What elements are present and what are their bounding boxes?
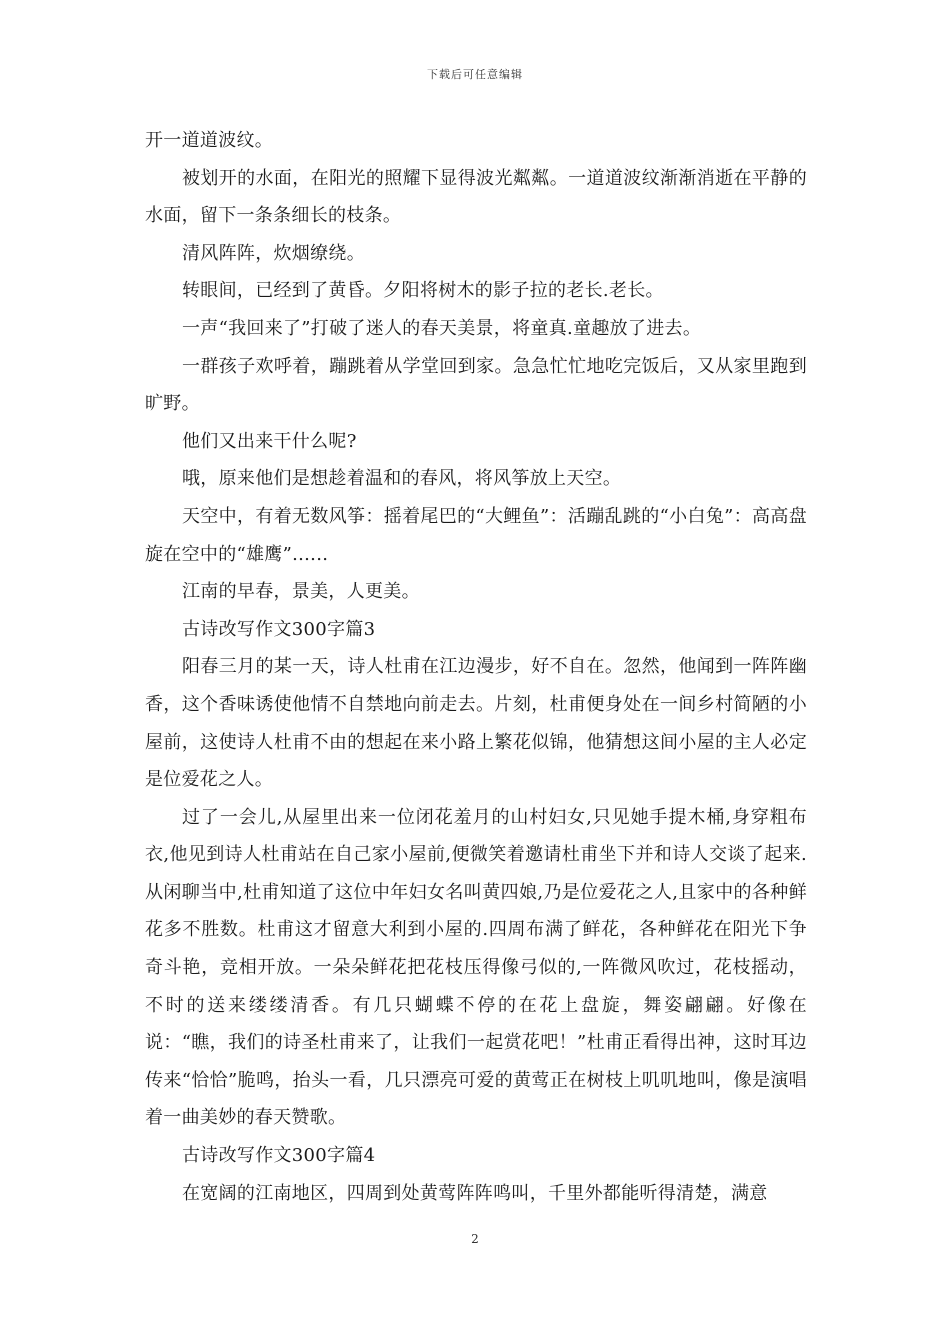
document-body <box>145 122 807 1212</box>
paragraph: 清风阵阵，炊烟缭绕。 <box>182 242 365 264</box>
paragraph: 天空中，有着无数风筝：摇着尾巴的“大鲤鱼”：活蹦乱跳的“小白兔”：高高盘旋在空中的“雄鹰”...... <box>145 505 807 565</box>
paragraph: 一群孩子欢呼着，蹦跳着从学堂回到家。急急忙忙地吃完饭后，又从家里跑到旷野。 <box>145 355 807 415</box>
paragraph: 阳春三月的某一天，诗人杜甫在江边漫步，好不自在。忽然，他闻到一阵阵幽香，这个香味诱使他情不自禁地向前走去。片刻，杜甫便身处在一间乡村简陋的小屋前，这使诗人杜甫不由的想起在来小路上繁花似锦，他猜想这间小屋的主人必定是位爱花之人。 <box>145 656 807 791</box>
paragraph: 江南的早春，景美，人更美。 <box>182 581 420 603</box>
paragraph: 被划开的水面，在阳光的照耀下显得波光粼粼。一道道波纹渐渐消逝在平静的水面，留下一条条细长的枝条。 <box>145 167 807 227</box>
page-number: 2 <box>471 1232 479 1246</box>
paragraph: 哦，原来他们是想趁着温和的春风，将风筝放上天空。 <box>182 468 622 490</box>
section-heading: 古诗改写作文300字篇4 <box>182 1145 376 1167</box>
paragraph: 一声“我回来了”打破了迷人的春天美景，将童真.童趣放了进去。 <box>182 317 702 339</box>
paragraph: 过了一会儿,从屋里出来一位闭花羞月的山村妇女,只见她手提木桶,身穿粗布衣,他见到诗人杜甫站在自己家小屋前,便微笑着邀请杜甫坐下并和诗人交谈了起来.从闲聊当中,杜甫知道了这位中年妇女名叫黄四娘,乃是位爱花之人,且家中的各种鲜花多不胜数。杜甫这才留意大利到小屋的.四周布满了鲜花，各种鲜花在阳光下争奇斗艳，竞相开放。一朵朵鲜花把花枝压得像弓似的,一阵微风吹过，花枝摇动，不时的送来缕缕清香。有几只蝴蝶不停的在花上盘旋，舞姿翩翩。好像在说：“瞧，我们的诗圣杜甫来了，让我们一起赏花吧！”杜甫正看得出神，这时耳边传来“恰恰”脆鸣，抬头一看，几只漂亮可爱的黄莺正在树枝上叽叽地叫，像是演唱着一曲美妙的春天赞歌。 <box>145 806 807 1129</box>
section-heading: 古诗改写作文300字篇3 <box>182 618 376 640</box>
paragraph: 开一道道波纹。 <box>145 130 274 151</box>
paragraph: 他们又出来干什么呢? <box>182 430 357 452</box>
paragraph: 在宽阔的江南地区，四周到处黄莺阵阵鸣叫，千里外都能听得清楚，满意 <box>182 1182 768 1204</box>
paragraph: 转眼间，已经到了黄昏。夕阳将树木的影子拉的老长.老长。 <box>182 280 664 302</box>
page-header: 下载后可任意编辑 <box>427 68 523 81</box>
